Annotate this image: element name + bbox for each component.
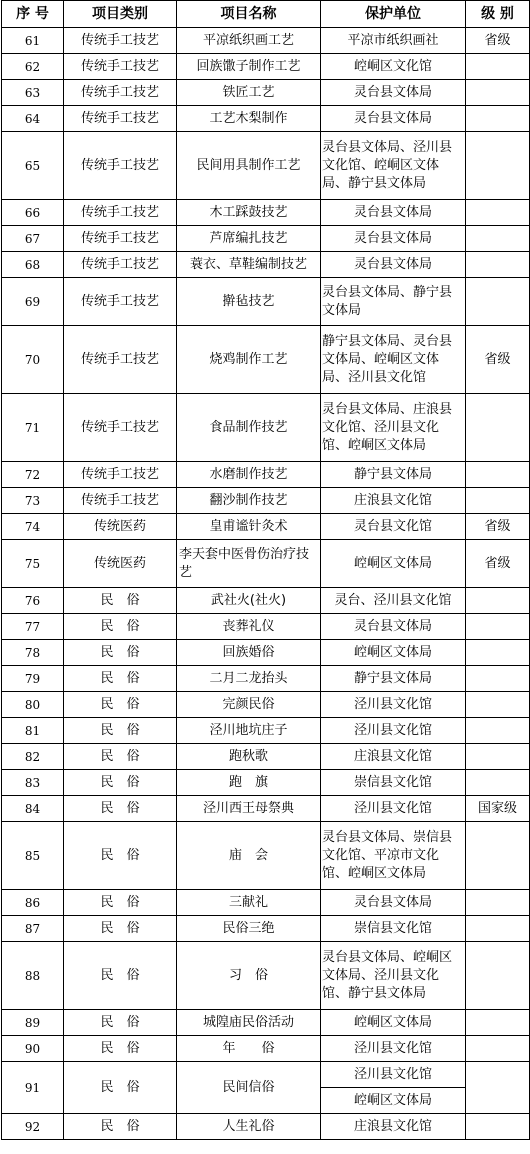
table-row	[2, 80, 530, 106]
row-num: 88	[2, 942, 64, 1010]
header-level: 级 别	[466, 1, 530, 28]
table-row	[2, 890, 530, 916]
row-num: 90	[2, 1036, 64, 1062]
row-unit: 灵台县文体局	[321, 890, 466, 916]
row-category: 民 俗	[64, 890, 177, 916]
row-unit: 灵台、泾川县文化馆	[321, 588, 466, 614]
row-name: 年 俗	[177, 1036, 321, 1062]
row-name: 民间信俗	[177, 1062, 321, 1114]
row-category: 传统手工技艺	[64, 278, 177, 326]
row-level	[466, 278, 530, 326]
row-num: 75	[2, 540, 64, 588]
table-row	[2, 822, 530, 890]
row-num: 65	[2, 132, 64, 200]
row-unit: 灵台县文体局	[321, 80, 466, 106]
row-name: 芦席编扎技艺	[177, 226, 321, 252]
table-row	[2, 640, 530, 666]
row-level	[466, 718, 530, 744]
row-unit-secondary: 崆峒区文体局	[321, 1088, 466, 1114]
row-level	[466, 692, 530, 718]
row-level: 省级	[466, 514, 530, 540]
row-category: 传统手工技艺	[64, 226, 177, 252]
row-unit: 灵台县文体局、庄浪县文化馆、泾川县文化馆、崆峒区文体局	[321, 394, 466, 462]
row-level	[466, 54, 530, 80]
row-level	[466, 394, 530, 462]
row-level: 省级	[466, 326, 530, 394]
row-category: 民 俗	[64, 666, 177, 692]
row-name: 蓑衣、草鞋编制技艺	[177, 252, 321, 278]
row-level	[466, 226, 530, 252]
row-category: 民 俗	[64, 588, 177, 614]
row-num: 70	[2, 326, 64, 394]
row-category: 传统手工技艺	[64, 488, 177, 514]
row-name: 回族婚俗	[177, 640, 321, 666]
table-row	[2, 614, 530, 640]
table-row	[2, 514, 530, 540]
row-unit: 静宁县文体局、灵台县文体局、崆峒区文体局、泾川县文化馆	[321, 326, 466, 394]
row-unit: 庄浪县文化馆	[321, 488, 466, 514]
row-name: 铁匠工艺	[177, 80, 321, 106]
row-name: 木工踩鼓技艺	[177, 200, 321, 226]
row-category: 传统手工技艺	[64, 54, 177, 80]
table-row	[2, 226, 530, 252]
row-unit: 崆峒区文体局	[321, 540, 466, 588]
table-row	[2, 326, 530, 394]
row-unit: 泾川县文化馆	[321, 1036, 466, 1062]
row-unit: 灵台县文体局、泾川县文化馆、崆峒区文体局、静宁县文体局	[321, 132, 466, 200]
row-level	[466, 822, 530, 890]
table-row	[2, 462, 530, 488]
table-row	[2, 588, 530, 614]
row-category: 传统手工技艺	[64, 132, 177, 200]
row-name: 李天套中医骨伤治疗技艺	[177, 540, 321, 588]
table-row	[2, 28, 530, 54]
row-level	[466, 744, 530, 770]
row-category: 传统手工技艺	[64, 462, 177, 488]
row-category: 民 俗	[64, 614, 177, 640]
row-name: 平凉纸织画工艺	[177, 28, 321, 54]
row-category: 传统医药	[64, 540, 177, 588]
row-name: 水磨制作技艺	[177, 462, 321, 488]
row-name: 民俗三绝	[177, 916, 321, 942]
row-category: 民 俗	[64, 692, 177, 718]
row-num: 85	[2, 822, 64, 890]
table-row	[2, 394, 530, 462]
row-level	[466, 942, 530, 1010]
row-level	[466, 1036, 530, 1062]
row-category: 传统手工技艺	[64, 106, 177, 132]
row-level	[466, 200, 530, 226]
row-unit: 崆峒区文体局	[321, 1010, 466, 1036]
table-row	[2, 744, 530, 770]
table-row	[2, 1062, 530, 1088]
row-name: 泾川地坑庄子	[177, 718, 321, 744]
row-category: 传统医药	[64, 514, 177, 540]
row-level	[466, 890, 530, 916]
table-row	[2, 770, 530, 796]
row-level	[466, 80, 530, 106]
row-unit: 灵台县文体局	[321, 226, 466, 252]
row-level	[466, 666, 530, 692]
row-level	[466, 462, 530, 488]
row-num: 81	[2, 718, 64, 744]
table-row	[2, 718, 530, 744]
row-num: 76	[2, 588, 64, 614]
row-name: 完颜民俗	[177, 692, 321, 718]
row-level	[466, 488, 530, 514]
table-row	[2, 132, 530, 200]
row-level	[466, 770, 530, 796]
row-num: 84	[2, 796, 64, 822]
row-level	[466, 1010, 530, 1036]
row-unit: 灵台县文化馆	[321, 514, 466, 540]
table-row	[2, 796, 530, 822]
row-level	[466, 106, 530, 132]
row-category: 传统手工技艺	[64, 326, 177, 394]
table-row	[2, 252, 530, 278]
row-name: 翻沙制作技艺	[177, 488, 321, 514]
row-num: 73	[2, 488, 64, 514]
row-name: 皇甫谧针灸术	[177, 514, 321, 540]
table-row	[2, 1114, 530, 1140]
row-unit: 灵台县文体局	[321, 106, 466, 132]
row-unit: 灵台县文体局	[321, 200, 466, 226]
row-num: 69	[2, 278, 64, 326]
row-level: 省级	[466, 28, 530, 54]
heritage-table	[1, 0, 530, 1140]
row-num: 71	[2, 394, 64, 462]
row-level	[466, 1062, 530, 1114]
row-unit: 庄浪县文化馆	[321, 1114, 466, 1140]
row-level	[466, 132, 530, 200]
row-num: 77	[2, 614, 64, 640]
row-unit: 泾川县文化馆	[321, 796, 466, 822]
row-category: 民 俗	[64, 796, 177, 822]
row-unit: 灵台县文体局、崇信县文化馆、平凉市文化馆、崆峒区文体局	[321, 822, 466, 890]
row-num: 89	[2, 1010, 64, 1036]
table-row	[2, 106, 530, 132]
row-unit: 庄浪县文化馆	[321, 744, 466, 770]
table-row	[2, 54, 530, 80]
row-num: 86	[2, 890, 64, 916]
row-name: 人生礼俗	[177, 1114, 321, 1140]
header-row	[2, 1, 530, 28]
row-num: 92	[2, 1114, 64, 1140]
row-name: 三献礼	[177, 890, 321, 916]
row-unit: 灵台县文体局、静宁县文体局	[321, 278, 466, 326]
table-row	[2, 278, 530, 326]
row-category: 传统手工技艺	[64, 200, 177, 226]
row-unit: 泾川县文化馆	[321, 692, 466, 718]
row-level	[466, 614, 530, 640]
row-category: 传统手工技艺	[64, 80, 177, 106]
row-unit: 灵台县文体局	[321, 614, 466, 640]
row-unit: 崇信县文化馆	[321, 770, 466, 796]
row-unit: 泾川县文化馆	[321, 1062, 466, 1088]
row-unit: 崆峒区文体局	[321, 640, 466, 666]
row-level	[466, 1114, 530, 1140]
row-level	[466, 916, 530, 942]
row-category: 民 俗	[64, 640, 177, 666]
row-unit: 泾川县文化馆	[321, 718, 466, 744]
row-name: 庙 会	[177, 822, 321, 890]
header-category: 项目类别	[64, 1, 177, 28]
row-name: 泾川西王母祭典	[177, 796, 321, 822]
row-num: 78	[2, 640, 64, 666]
row-num: 82	[2, 744, 64, 770]
row-name: 食品制作技艺	[177, 394, 321, 462]
row-name: 擀毡技艺	[177, 278, 321, 326]
row-name: 民间用具制作工艺	[177, 132, 321, 200]
row-category: 民 俗	[64, 718, 177, 744]
row-num: 66	[2, 200, 64, 226]
row-num: 63	[2, 80, 64, 106]
row-category: 民 俗	[64, 822, 177, 890]
table-row	[2, 692, 530, 718]
row-num: 79	[2, 666, 64, 692]
row-category: 民 俗	[64, 942, 177, 1010]
table-row	[2, 916, 530, 942]
row-unit: 崆峒区文化馆	[321, 54, 466, 80]
row-name: 跑秋歌	[177, 744, 321, 770]
table-row	[2, 666, 530, 692]
row-category: 民 俗	[64, 1036, 177, 1062]
row-num: 74	[2, 514, 64, 540]
row-num: 62	[2, 54, 64, 80]
header-unit: 保护单位	[321, 1, 466, 28]
row-level: 国家级	[466, 796, 530, 822]
row-category: 民 俗	[64, 770, 177, 796]
row-category: 民 俗	[64, 916, 177, 942]
row-name: 丧葬礼仪	[177, 614, 321, 640]
row-num: 61	[2, 28, 64, 54]
row-category: 民 俗	[64, 1114, 177, 1140]
row-category: 民 俗	[64, 1010, 177, 1036]
row-num: 80	[2, 692, 64, 718]
row-num: 72	[2, 462, 64, 488]
table-row	[2, 540, 530, 588]
row-level	[466, 252, 530, 278]
row-num: 91	[2, 1062, 64, 1114]
row-name: 城隍庙民俗活动	[177, 1010, 321, 1036]
row-level	[466, 588, 530, 614]
row-num: 67	[2, 226, 64, 252]
header-name: 项目名称	[177, 1, 321, 28]
row-name: 武社火(社火)	[177, 588, 321, 614]
row-name: 习 俗	[177, 942, 321, 1010]
row-category: 民 俗	[64, 744, 177, 770]
row-level	[466, 640, 530, 666]
row-num: 68	[2, 252, 64, 278]
row-unit: 崇信县文化馆	[321, 916, 466, 942]
row-name: 跑 旗	[177, 770, 321, 796]
row-unit: 平凉市纸织画社	[321, 28, 466, 54]
row-category: 传统手工技艺	[64, 28, 177, 54]
row-unit: 静宁县文体局	[321, 666, 466, 692]
row-unit: 灵台县文体局	[321, 252, 466, 278]
row-level: 省级	[466, 540, 530, 588]
row-name: 二月二龙抬头	[177, 666, 321, 692]
row-category: 民 俗	[64, 1062, 177, 1114]
row-name: 烧鸡制作工艺	[177, 326, 321, 394]
table-row	[2, 1036, 530, 1062]
row-name: 工艺木梨制作	[177, 106, 321, 132]
row-unit: 静宁县文体局	[321, 462, 466, 488]
row-category: 传统手工技艺	[64, 394, 177, 462]
row-num: 87	[2, 916, 64, 942]
header-num: 序 号	[2, 1, 64, 28]
row-category: 传统手工技艺	[64, 252, 177, 278]
table-row	[2, 942, 530, 1010]
table-row	[2, 1010, 530, 1036]
row-name: 回族馓子制作工艺	[177, 54, 321, 80]
row-num: 64	[2, 106, 64, 132]
row-unit: 灵台县文体局、崆峒区文体局、泾川县文化馆、静宁县文体局	[321, 942, 466, 1010]
row-num: 83	[2, 770, 64, 796]
table-row	[2, 200, 530, 226]
table-row	[2, 488, 530, 514]
